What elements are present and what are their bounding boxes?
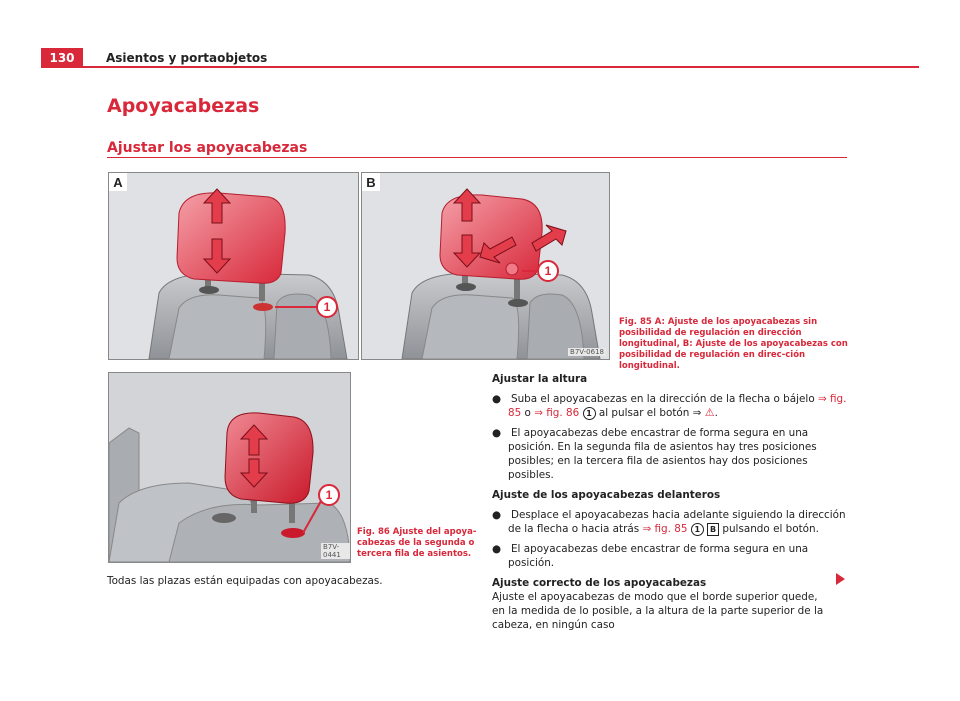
chapter-title: Asientos y portaobjetos: [106, 51, 268, 65]
bullet-delanteros-2: ● El apoyacabezas debe encastrar de forma segura en una posición.: [492, 543, 809, 569]
warning-icon[interactable]: ⚠: [704, 406, 715, 419]
fig86-caption: Fig. 86 Ajuste del apoya-cabezas de la segunda o tercera fila de asientos.: [357, 527, 477, 559]
fig86-link[interactable]: ⇒ fig. 86: [534, 407, 580, 419]
heading-altura: Ajustar la altura: [492, 373, 588, 385]
heading-delanteros: Ajuste de los apoyacabezas delanteros: [492, 489, 721, 501]
heading-correcto: Ajuste correcto de los apoyacabezas: [492, 577, 707, 589]
fig85-link-2[interactable]: ⇒ fig. 85: [642, 523, 688, 535]
fig85-panel-a: [108, 172, 359, 360]
bullet-delanteros-1: ● Desplace el apoyacabezas hacia adelante siguiendo la dirección de la flecha o hacia atrás ⇒ fig. 85 1 B pulsando el botón.: [492, 509, 846, 535]
bullet-altura-2: ● El apoyacabezas debe encastrar de forma segura en una posición. En la segunda fila de asientos hay tres posiciones posibles; en la tercera fila de asientos hay dos posiciones posibles.: [492, 427, 817, 481]
page-number: 130: [41, 48, 83, 68]
fig85-caption: Fig. 85 A: Ajuste de los apoyacabezas sin posibilidad de regulación en dirección longitudinal, B: Ajuste de los apoyacabezas con posibilidad de regulación en direc-ción longitudinal.: [619, 317, 848, 371]
fig85-code: B7V-0618: [570, 348, 604, 356]
fig85-callout-b: 1: [544, 264, 552, 278]
callout-1-badge-2: 1: [691, 523, 704, 536]
subsection-rule: [107, 157, 847, 158]
fig86-callout: 1: [325, 488, 333, 502]
fig85-panel-b: [361, 172, 610, 360]
paragraph-correcto: Ajuste el apoyacabezas de modo que el borde superior quede, en la medida de lo posible, a la altura de la parte superior de la cabeza, en ningún caso: [492, 591, 824, 631]
subsection-title: Ajustar los apoyacabezas: [107, 140, 308, 156]
fig85-panel-b-label: B: [366, 175, 376, 190]
fig85-panel-a-label: A: [113, 175, 123, 190]
section-title: Apoyacabezas: [107, 95, 260, 117]
header-rule: [41, 66, 919, 68]
continue-arrow-icon: [836, 573, 845, 585]
fig86-image: [108, 372, 351, 563]
callout-1-badge: 1: [583, 407, 596, 420]
bullet-altura-1: ● Suba el apoyacabezas en la dirección de la flecha o bájelo ⇒ fig. 85 o ⇒ fig. 86 1 al pulsar el botón ⇒ ⚠.: [492, 393, 847, 419]
fig85-link[interactable]: ⇒ fig. 85: [508, 393, 847, 419]
fig85-callout-a: 1: [323, 300, 331, 314]
panel-b-badge: B: [707, 523, 719, 536]
right-column: [492, 372, 852, 632]
fig86-code: B7V-0441: [321, 543, 350, 559]
left-paragraph: Todas las plazas están equipadas con apoyacabezas.: [107, 575, 383, 587]
